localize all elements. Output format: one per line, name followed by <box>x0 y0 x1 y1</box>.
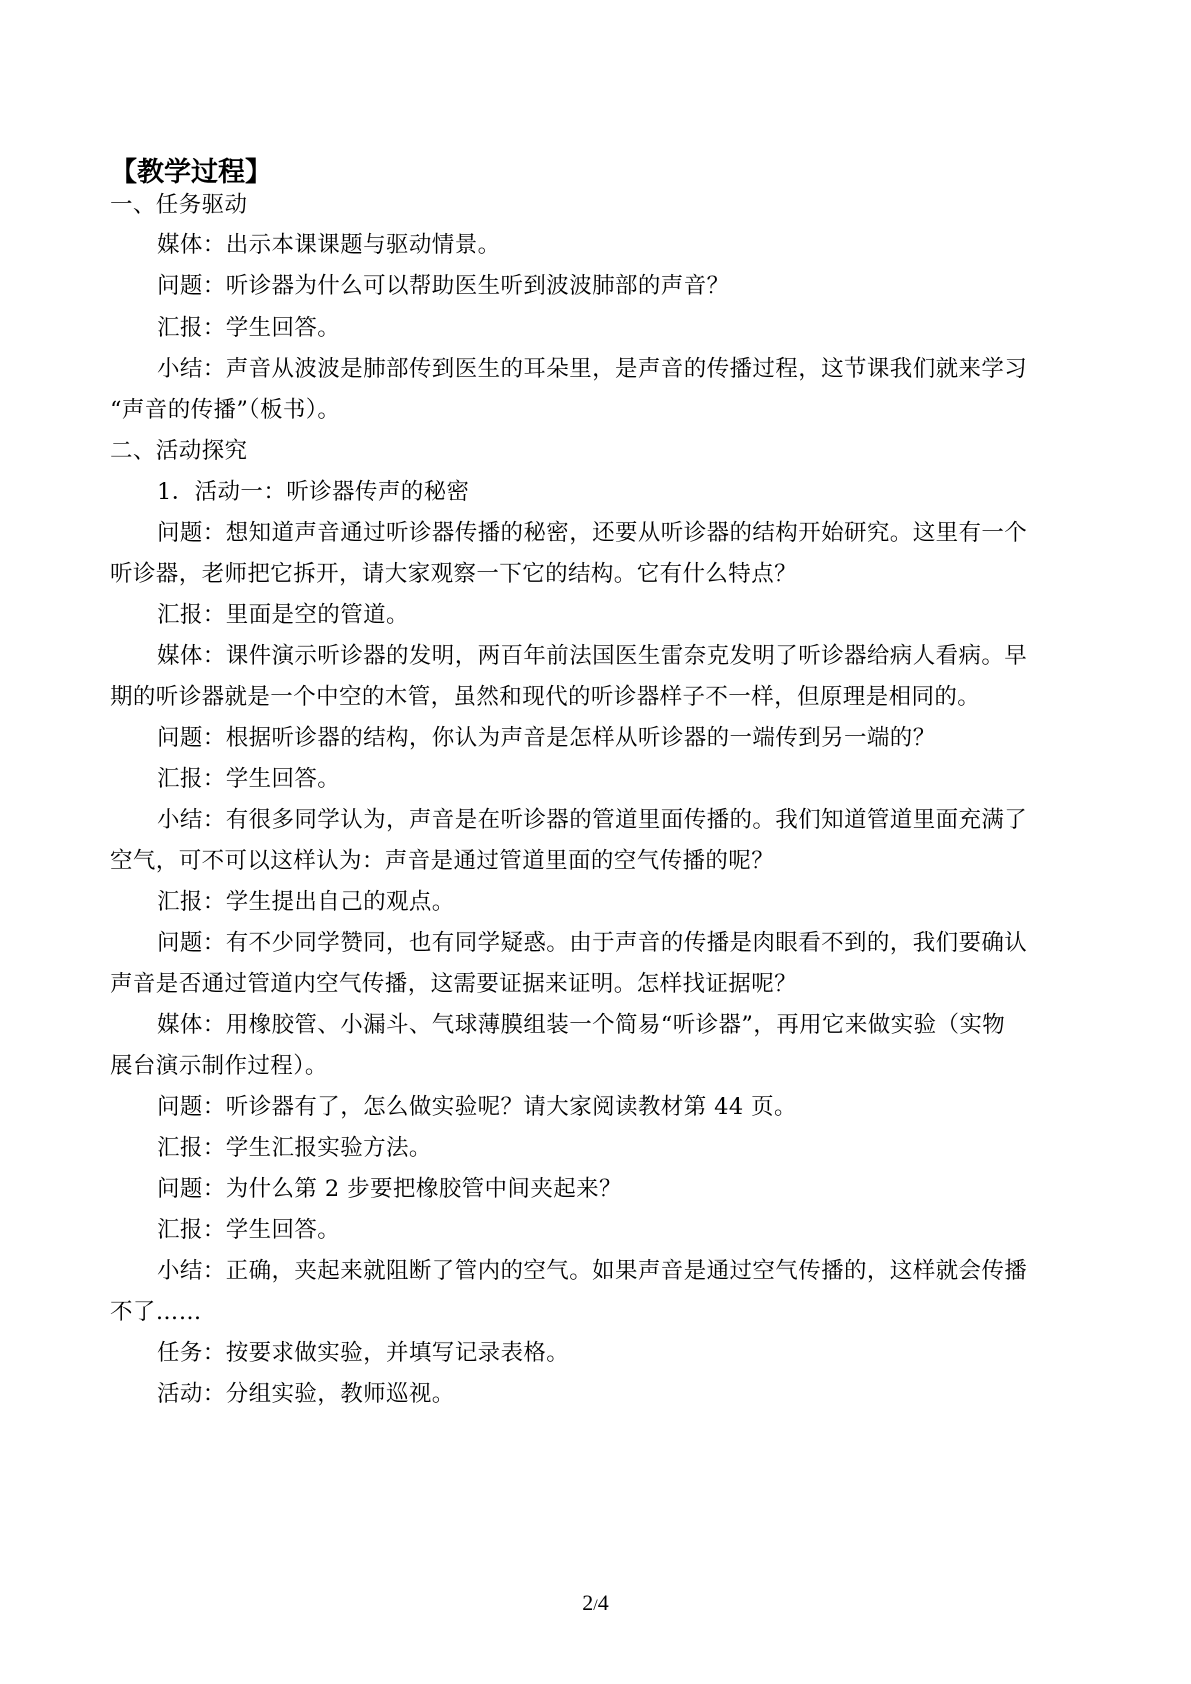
page-number-footer <box>0 1588 1191 1621</box>
paragraph-line: 问题：有不少同学赞同，也有同学疑惑。由于声音的传播是肉眼看不到的，我们要确认 <box>157 930 1028 956</box>
paragraph-line: 汇报：里面是空的管道。 <box>157 602 409 628</box>
paragraph-line: 问题：听诊器为什么可以帮助医生听到波波肺部的声音？ <box>157 273 730 299</box>
paragraph-line: 小结：正确，夹起来就阻断了管内的空气。如果声音是通过空气传播的，这样就会传播 <box>157 1258 1028 1284</box>
page-total: 4 <box>597 1590 609 1615</box>
paragraph-line: 小结：有很多同学认为，声音是在听诊器的管道里面传播的。我们知道管道里面充满了 <box>157 807 1028 833</box>
section-title-task-driven: 一、任务驱动 <box>110 192 248 218</box>
paragraph-line: 问题：根据听诊器的结构，你认为声音是怎样从听诊器的一端传到另一端的？ <box>157 725 936 751</box>
paragraph-line: “声音的传播”（板书）。 <box>110 397 341 423</box>
section-heading: 【教学过程】 <box>110 157 272 188</box>
paragraph-line: 问题：听诊器有了，怎么做实验呢？请大家阅读教材第 44 页。 <box>157 1094 797 1120</box>
paragraph-line: 媒体：课件演示听诊器的发明，两百年前法国医生雷奈克发明了听诊器给病人看病。早 <box>157 643 1028 669</box>
subsection-title: 1．活动一：听诊器传声的秘密 <box>157 479 470 505</box>
paragraph-line: 问题：想知道声音通过听诊器传播的秘密，还要从听诊器的结构开始研究。这里有一个 <box>157 520 1028 546</box>
paragraph-line: 汇报：学生提出自己的观点。 <box>157 889 455 915</box>
paragraph-line: 媒体：出示本课课题与驱动情景。 <box>157 232 501 258</box>
paragraph-line: 听诊器，老师把它拆开，请大家观察一下它的结构。它有什么特点？ <box>110 561 798 587</box>
paragraph-line: 期的听诊器就是一个中空的木管，虽然和现代的听诊器样子不一样，但原理是相同的。 <box>110 684 981 710</box>
paragraph-line: 活动：分组实验，教师巡视。 <box>157 1381 455 1407</box>
section-title-activity-inquiry: 二、活动探究 <box>110 438 248 464</box>
paragraph-line: 媒体：用橡胶管、小漏斗、气球薄膜组装一个简易“听诊器”，再用它来做实验（实物 <box>157 1012 1006 1038</box>
paragraph-line: 汇报：学生回答。 <box>157 315 341 341</box>
paragraph-line: 声音是否通过管道内空气传播，这需要证据来证明。怎样找证据呢？ <box>110 971 798 997</box>
paragraph-line: 汇报：学生回答。 <box>157 1217 341 1243</box>
paragraph-line: 空气，可不可以这样认为：声音是通过管道里面的空气传播的呢？ <box>110 848 775 874</box>
paragraph-line: 小结：声音从波波是肺部传到医生的耳朵里，是声音的传播过程，这节课我们就来学习 <box>157 356 1028 382</box>
paragraph-line: 任务：按要求做实验，并填写记录表格。 <box>157 1340 570 1366</box>
page-separator: / <box>593 1597 598 1614</box>
paragraph-line: 展台演示制作过程）。 <box>110 1053 328 1079</box>
page-number: 2 <box>582 1590 594 1615</box>
paragraph-line: 不了…… <box>110 1299 202 1325</box>
paragraph-line: 问题：为什么第 2 步要把橡胶管中间夹起来？ <box>157 1176 622 1202</box>
paragraph-line: 汇报：学生回答。 <box>157 766 341 792</box>
paragraph-line: 汇报：学生汇报实验方法。 <box>157 1135 432 1161</box>
